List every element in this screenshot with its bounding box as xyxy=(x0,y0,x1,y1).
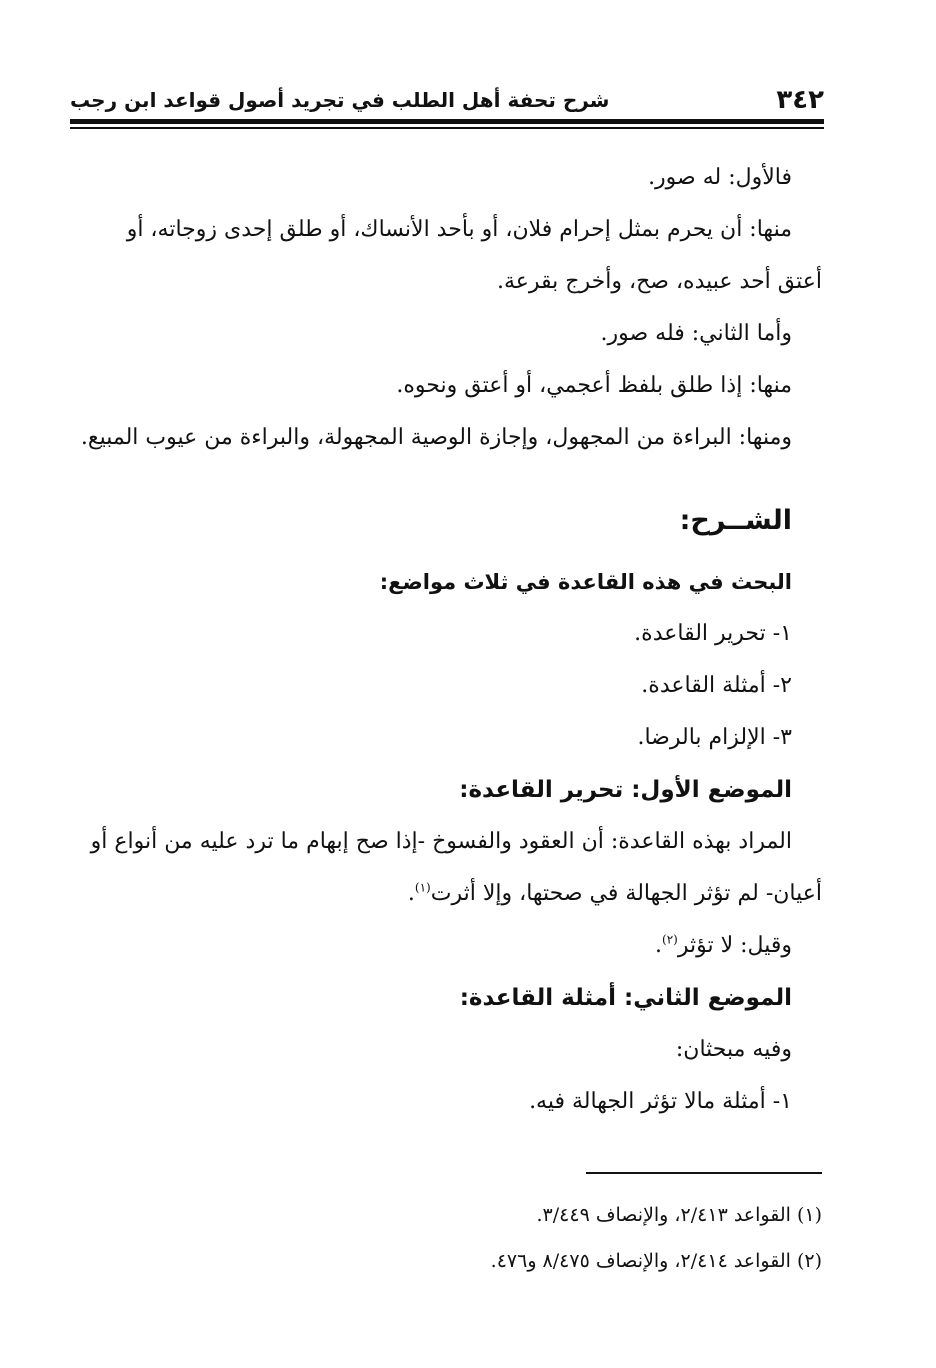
period: . xyxy=(407,881,415,906)
header-rule-thin xyxy=(70,127,824,129)
list-item: ١- تحرير القاعدة. xyxy=(634,621,792,646)
page-number: ٣٤٢ xyxy=(776,85,824,115)
list-item: ٢- أمثلة القاعدة. xyxy=(641,673,792,698)
paragraph-first-images: فالأول: له صور. xyxy=(648,165,792,190)
paragraph-examples-line1: منها: أن يحرم بمثل إحرام فلان، أو بأحد الأنساك، أو طلق إحدى زوجاته، أو xyxy=(126,217,792,242)
alternative-view xyxy=(76,920,822,972)
definition-line2 xyxy=(76,868,822,920)
footnote-1: (١) القواعد ٢/٤١٣، والإنصاف ٣/٤٤٩. xyxy=(536,1204,822,1226)
paragraph-example-foreign: منها: إذا طلق بلفظ أعجمي، أو أعتق ونحوه. xyxy=(396,373,792,398)
footnote-separator xyxy=(586,1172,822,1174)
footnote-2: (٢) القواعد ٢/٤١٤، والإنصاف ٨/٤٧٥ و٤٧٦. xyxy=(490,1250,822,1272)
definition-text: أعيان- لم تؤثر الجهالة في صحتها، وإلا أثرت xyxy=(430,881,822,906)
period: . xyxy=(655,933,663,958)
second-topic-heading: الموضع الثاني: أمثلة القاعدة: xyxy=(459,985,792,1011)
alternative-text: وقيل: لا تؤثر xyxy=(677,933,792,958)
page-header xyxy=(70,84,824,116)
list-item: ١- أمثلة مالا تؤثر الجهالة فيه. xyxy=(529,1089,792,1114)
paragraph-examples-line2: أعتق أحد عبيده، صح، وأخرج بقرعة. xyxy=(497,269,822,294)
paragraph-second-images: وأما الثاني: فله صور. xyxy=(600,321,792,346)
header-rule-thick xyxy=(70,119,824,124)
footnote-ref-2[interactable]: (٢) xyxy=(662,932,678,947)
main-content xyxy=(76,152,822,1128)
first-topic-heading: الموضع الأول: تحرير القاعدة: xyxy=(459,777,792,803)
two-sections-intro: وفيه مبحثان: xyxy=(675,1037,792,1062)
sharh-heading: الشــرح: xyxy=(679,505,792,536)
footnotes xyxy=(76,1192,822,1284)
paragraph-example-release: ومنها: البراءة من المجهول، وإجازة الوصية المجهولة، والبراءة من عيوب المبيع. xyxy=(80,425,792,450)
spacer xyxy=(76,464,822,486)
footnote-ref-1[interactable]: (١) xyxy=(414,880,431,895)
definition-line1: المراد بهذه القاعدة: أن العقود والفسوخ -إذا صح إبهام ما ترد عليه من أنواع أو xyxy=(90,829,792,854)
running-title: شرح تحفة أهل الطلب في تجريد أصول قواعد ابن رجب xyxy=(70,88,610,112)
list-item: ٣- الإلزام بالرضا. xyxy=(637,725,792,750)
research-heading: البحث في هذه القاعدة في ثلاث مواضع: xyxy=(379,570,792,594)
